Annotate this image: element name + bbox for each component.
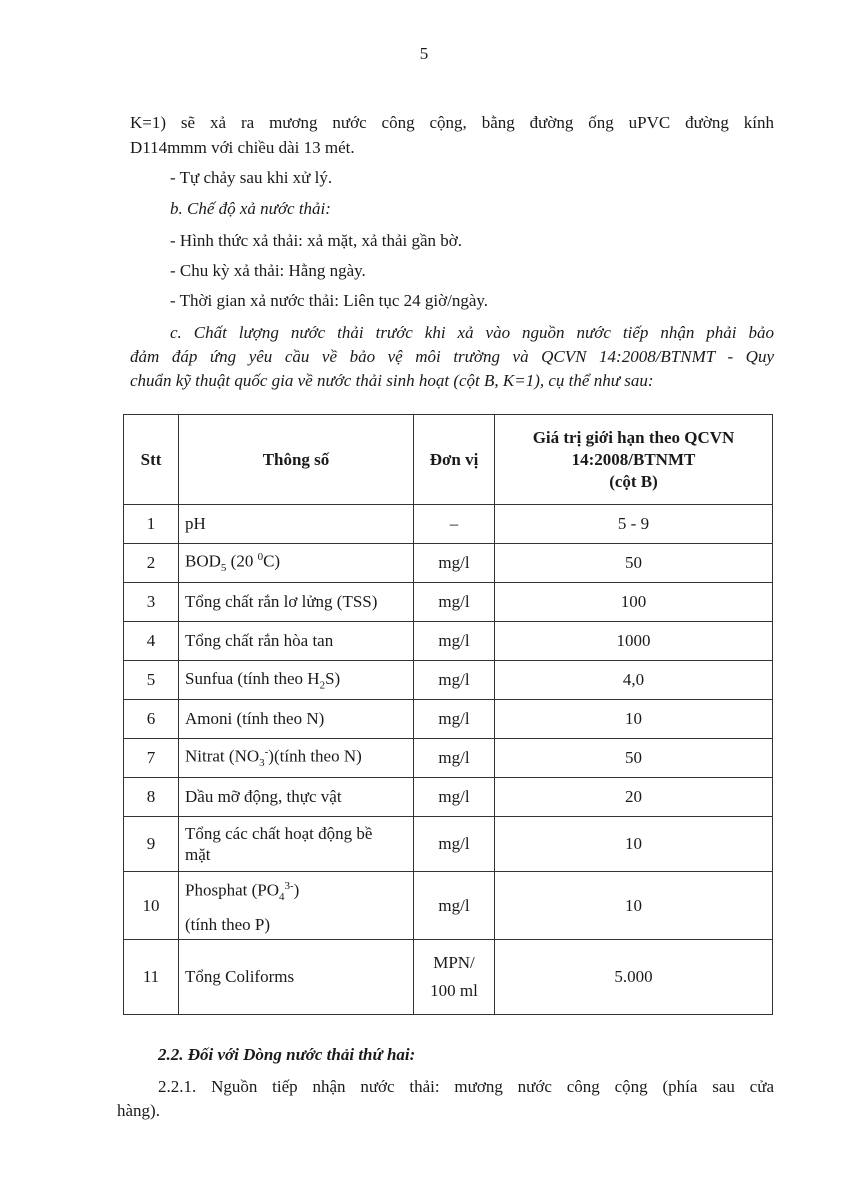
param-text: ): [293, 880, 300, 900]
cell-value: 10: [495, 700, 773, 739]
param-subscript: 4: [278, 891, 285, 904]
param-text: Nitrat (NO: [185, 747, 260, 767]
cell-stt: 10: [124, 872, 179, 940]
discharge-limits-table: [123, 414, 773, 1015]
cell-stt: 6: [124, 700, 179, 739]
cell-value: 20: [495, 778, 773, 817]
cell-unit: mg/l: [414, 700, 495, 739]
intro-line-2: D114mmm với chiều dài 13 mét.: [130, 138, 355, 157]
param-text: BOD: [185, 552, 221, 572]
cell-param: Tổng chất rắn hòa tan: [179, 622, 414, 661]
param-text: S): [325, 668, 341, 688]
header-unit: Đơn vị: [414, 415, 495, 505]
section-c-line-3: chuẩn kỹ thuật quốc gia về nước thải sinh hoạt (cột B, K=1), cụ thể như sau:: [130, 371, 654, 390]
param-subscript: 2: [319, 679, 326, 692]
cell-unit: mg/l: [414, 583, 495, 622]
table-row: [124, 544, 773, 583]
cell-param: [179, 544, 414, 583]
cell-unit: mg/l: [414, 778, 495, 817]
cell-param: Amoni (tính theo N): [179, 700, 414, 739]
table-row: [124, 505, 773, 544]
page-number: 5: [419, 44, 429, 63]
table-row: [124, 583, 773, 622]
cell-param: [179, 872, 414, 940]
param-text: Phosphat (PO: [185, 880, 279, 900]
cell-unit: –: [414, 505, 495, 544]
unit-line-1: MPN/: [433, 953, 475, 973]
cell-unit: mg/l: [414, 544, 495, 583]
table-row: [124, 739, 773, 778]
param-text: )(tính theo N): [268, 747, 362, 767]
section-b-heading: b. Chế độ xả nước thải:: [170, 199, 331, 218]
cell-unit: mg/l: [414, 739, 495, 778]
cell-value: 5.000: [495, 940, 773, 1015]
table-row: [124, 700, 773, 739]
param-line-2: mặt: [185, 845, 211, 864]
section-22-heading: 2.2. Đối với Dòng nước thải thứ hai:: [158, 1045, 416, 1064]
table-row: [124, 661, 773, 700]
cell-param: [179, 661, 414, 700]
cell-value: 50: [495, 739, 773, 778]
param-line-2: (tính theo P): [185, 915, 270, 935]
section-c-line-2: đảm đáp ứng yêu cầu về bảo vệ môi trường và QCVN 14:2008/BTNMT - Quy: [130, 347, 774, 366]
cell-stt: 4: [124, 622, 179, 661]
table-row: [124, 817, 773, 872]
cell-value: 50: [495, 544, 773, 583]
cell-stt: 8: [124, 778, 179, 817]
param-line-1: Tổng các chất hoạt động bề: [185, 824, 373, 843]
cell-value: 100: [495, 583, 773, 622]
cell-unit: mg/l: [414, 622, 495, 661]
header-limit-line-3: (cột B): [609, 471, 658, 491]
param-subscript: 5: [220, 562, 227, 575]
section-22-line-2: hàng).: [117, 1101, 160, 1120]
table-row: [124, 622, 773, 661]
table-header-row: [124, 415, 773, 505]
intro-line-1: K=1) sẽ xả ra mương nước công cộng, bằng đường ống uPVC đường kính: [130, 113, 774, 132]
table-row: [124, 872, 773, 940]
cell-stt: 3: [124, 583, 179, 622]
cell-param: [179, 817, 414, 872]
cell-unit: mg/l: [414, 661, 495, 700]
cell-param: Dầu mỡ động, thực vật: [179, 778, 414, 817]
cell-stt: 9: [124, 817, 179, 872]
table-row: [124, 778, 773, 817]
header-limit: [495, 415, 773, 505]
section-b-item-1: - Hình thức xả thải: xả mặt, xả thải gần bờ.: [170, 231, 463, 250]
section-c-line-1: c. Chất lượng nước thải trước khi xả vào nguồn nước tiếp nhận phải bảo: [170, 323, 774, 342]
cell-stt: 2: [124, 544, 179, 583]
table-row: [124, 940, 773, 1015]
param-text: C): [263, 552, 281, 572]
param-subscript: 3: [259, 757, 265, 770]
unit-line-2: 100 ml: [430, 981, 478, 1001]
section-22-line-1: 2.2.1. Nguồn tiếp nhận nước thải: mương nước công cộng (phía sau cửa: [158, 1077, 774, 1096]
cell-unit: mg/l: [414, 872, 495, 940]
param-text: (20: [226, 552, 258, 572]
cell-value: 4,0: [495, 661, 773, 700]
header-limit-line-2: 14:2008/BTNMT: [571, 449, 696, 469]
param-superscript: 3-: [284, 880, 294, 892]
cell-unit: [414, 940, 495, 1015]
cell-param: [179, 739, 414, 778]
cell-value: 5 - 9: [495, 505, 773, 544]
header-param: Thông số: [179, 415, 414, 505]
param-line-1: [185, 872, 407, 911]
param-superscript: -: [264, 746, 269, 759]
section-b-item-2: - Chu kỳ xả thải: Hằng ngày.: [170, 261, 366, 280]
cell-param: Tổng Coliforms: [179, 940, 414, 1015]
param-superscript: 0: [257, 551, 264, 564]
cell-stt: 7: [124, 739, 179, 778]
param-text: Sunfua (tính theo H: [185, 668, 320, 688]
cell-param: Tổng chất rắn lơ lửng (TSS): [179, 583, 414, 622]
cell-value: 10: [495, 872, 773, 940]
header-stt: Stt: [124, 415, 179, 505]
section-b-item-3: - Thời gian xả nước thải: Liên tục 24 giờ/ngày.: [170, 291, 489, 310]
header-limit-line-1: Giá trị giới hạn theo QCVN: [532, 427, 735, 447]
cell-param: pH: [179, 505, 414, 544]
intro-line-3: - Tự chảy sau khi xử lý.: [170, 168, 333, 187]
cell-value: 10: [495, 817, 773, 872]
cell-value: 1000: [495, 622, 773, 661]
cell-stt: 11: [124, 940, 179, 1015]
cell-unit: mg/l: [414, 817, 495, 872]
cell-stt: 5: [124, 661, 179, 700]
cell-stt: 1: [124, 505, 179, 544]
